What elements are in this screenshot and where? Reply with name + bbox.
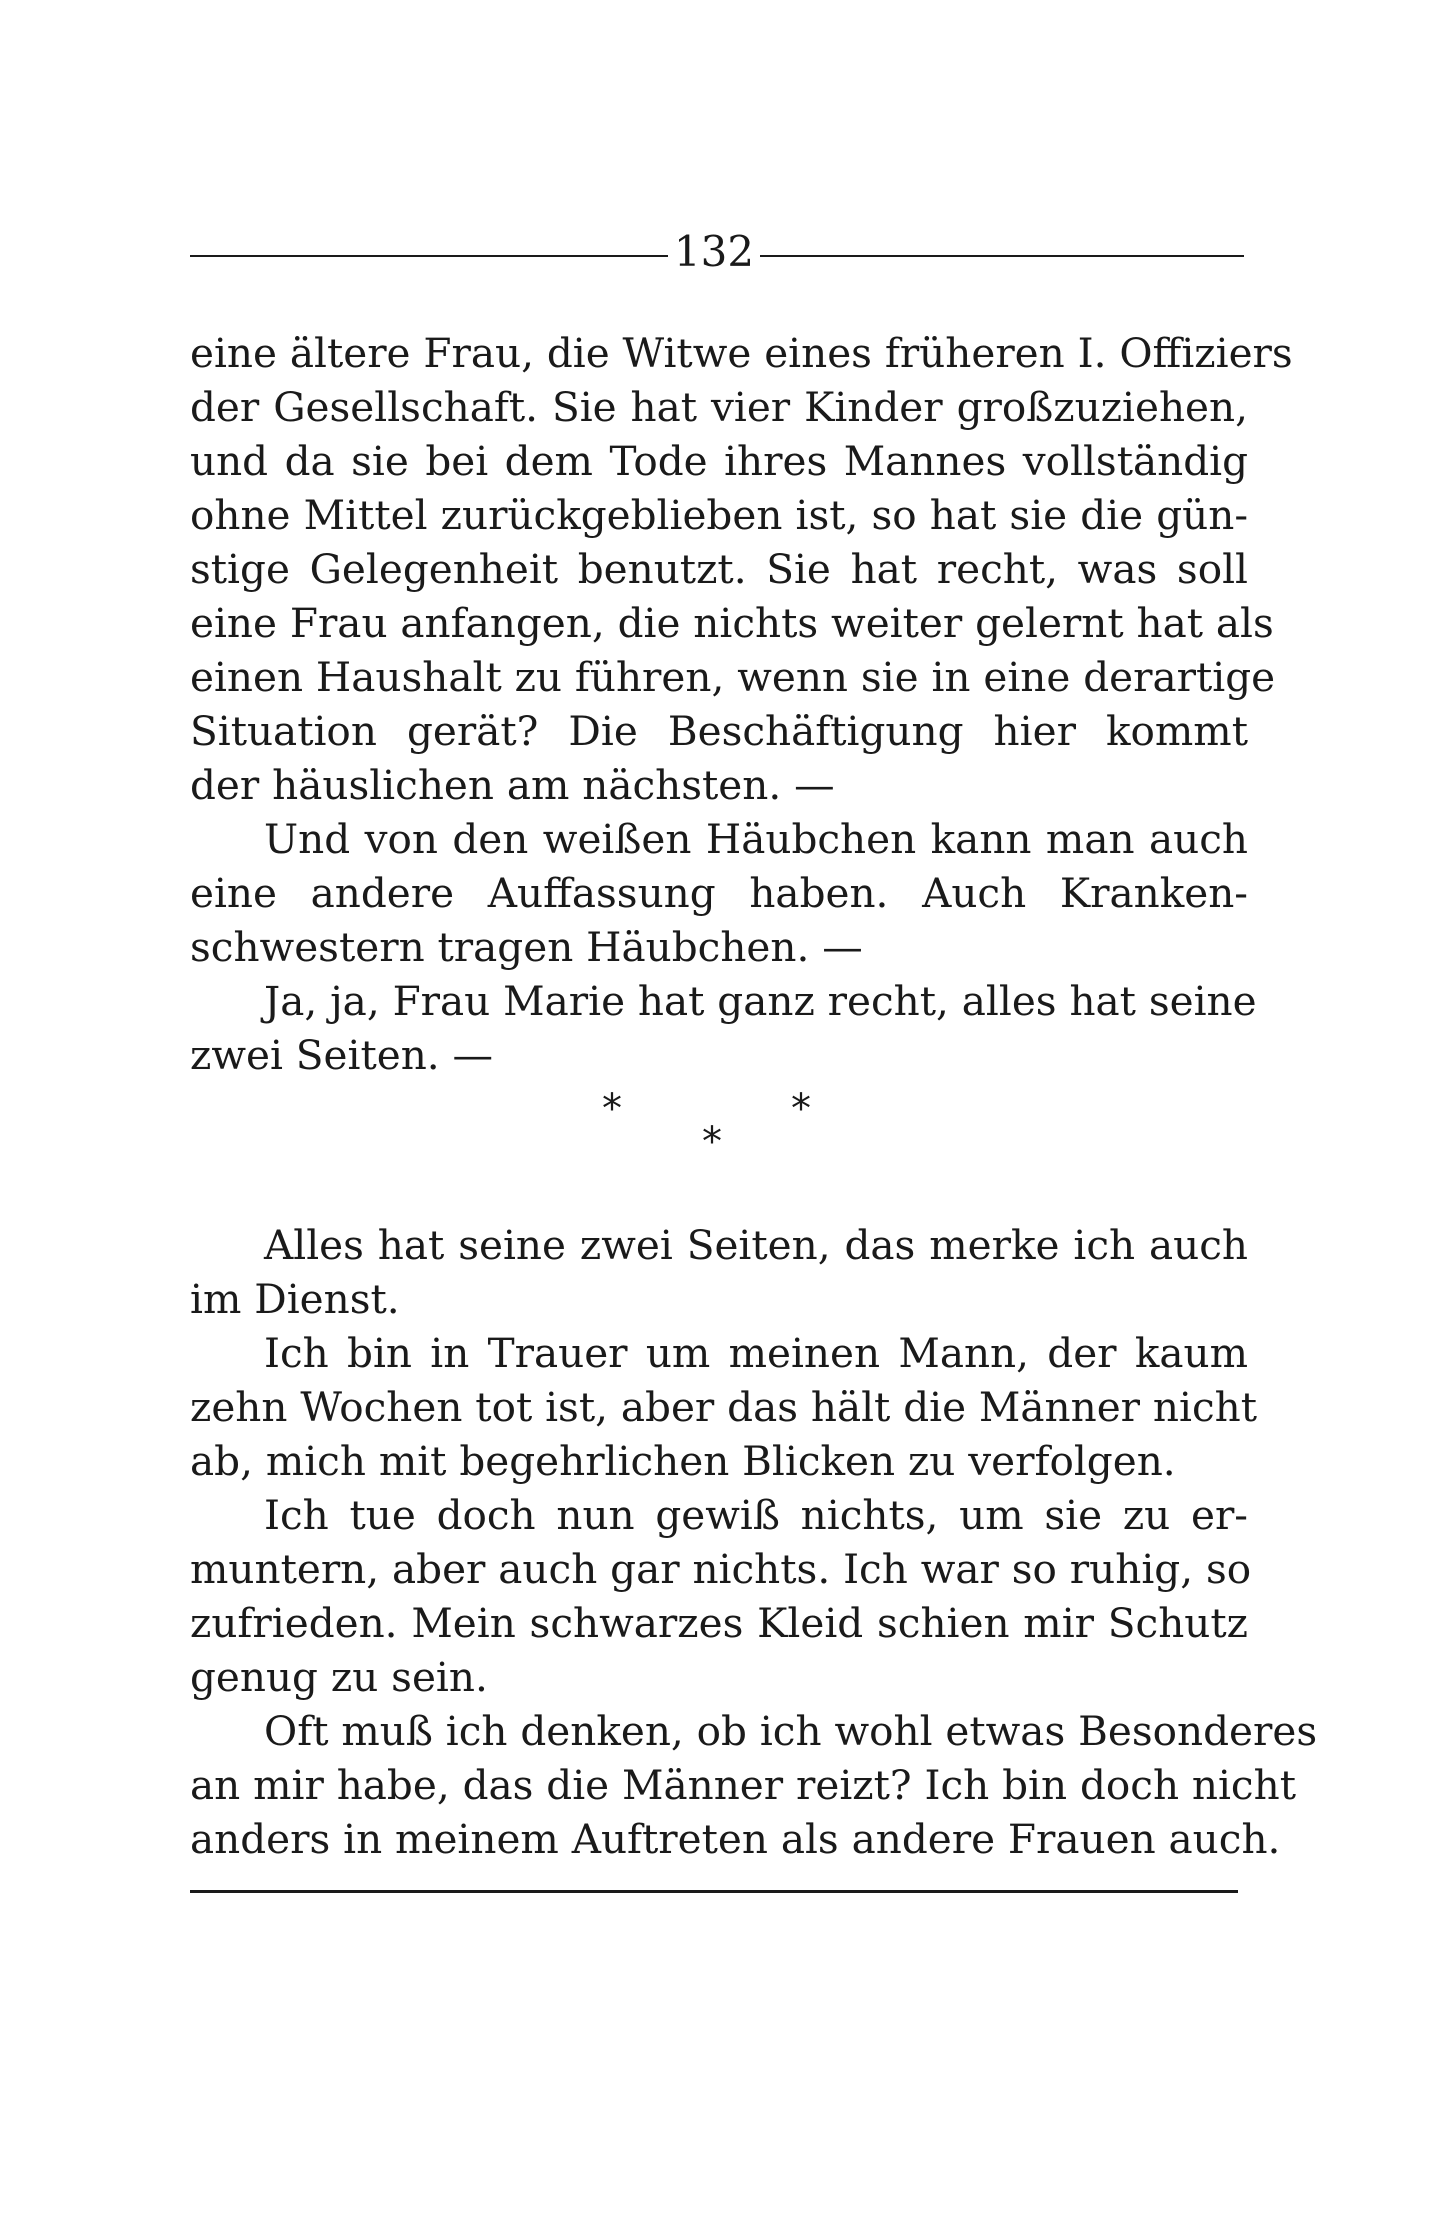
text-line: zehn Wochen tot ist, aber das hält die Männer nicht (190, 1383, 1257, 1431)
text-block-2 (190, 1218, 1318, 1866)
page-header (190, 222, 1250, 282)
header-rule-left (190, 255, 668, 257)
text-line: Ich bin in Trauer um meinen Mann, der kaum (264, 1329, 1248, 1377)
text-line: zwei Seiten. — (190, 1031, 494, 1079)
text-line: stige Gelegenheit benutzt. Sie hat recht, was soll (190, 545, 1248, 593)
text-line: der Gesellschaft. Sie hat vier Kinder großzuziehen, (190, 383, 1248, 431)
text-line: im Dienst. (190, 1275, 400, 1323)
text-line: muntern, aber auch gar nichts. Ich war so ruhig, so (190, 1545, 1252, 1593)
text-line: Alles hat seine zwei Seiten, das merke ich auch (264, 1221, 1248, 1269)
text-line: und da sie bei dem Tode ihres Mannes vollständig (190, 437, 1248, 485)
text-line: eine Frau anfangen, die nichts weiter gelernt hat als (190, 599, 1274, 647)
text-line: Ich tue doch nun gewiß nichts, um sie zu er- (264, 1491, 1248, 1539)
text-line: Situation gerät? Die Beschäftigung hier kommt (190, 707, 1248, 755)
header-rule-right (760, 255, 1244, 257)
text-line: eine ältere Frau, die Witwe eines früheren I. Offiziers (190, 329, 1293, 377)
text-line: zufrieden. Mein schwarzes Kleid schien mir Schutz (190, 1599, 1248, 1647)
text-block-1 (190, 326, 1293, 1082)
text-line: der häuslichen am nächsten. — (190, 761, 835, 809)
text-line: anders in meinem Auftreten als andere Frauen auch. (190, 1815, 1281, 1863)
text-line: genug zu sein. (190, 1653, 488, 1701)
page-number: 132 (673, 227, 755, 276)
text-line: einen Haushalt zu führen, wenn sie in eine derartige (190, 653, 1276, 701)
text-line: Oft muß ich denken, ob ich wohl etwas Besonderes (264, 1707, 1318, 1755)
asterisk-center: * (702, 1119, 722, 1165)
text-line: an mir habe, das die Männer reizt? Ich bin doch nicht (190, 1761, 1296, 1809)
asterisk-left: * (602, 1086, 622, 1132)
text-line: ab, mich mit begehrlichen Blicken zu verfolgen. (190, 1437, 1176, 1485)
footer-rule (190, 1890, 1238, 1893)
text-line: schwestern tragen Häubchen. — (190, 923, 863, 971)
text-line: eine andere Auffassung haben. Auch Kranken- (190, 869, 1248, 917)
text-line: Und von den weißen Häubchen kann man auch (264, 815, 1248, 863)
text-line: ohne Mittel zurückgeblieben ist, so hat sie die gün- (190, 491, 1248, 539)
asterisk-right: * (791, 1086, 811, 1132)
text-line: Ja, ja, Frau Marie hat ganz recht, alles hat seine (264, 977, 1257, 1025)
